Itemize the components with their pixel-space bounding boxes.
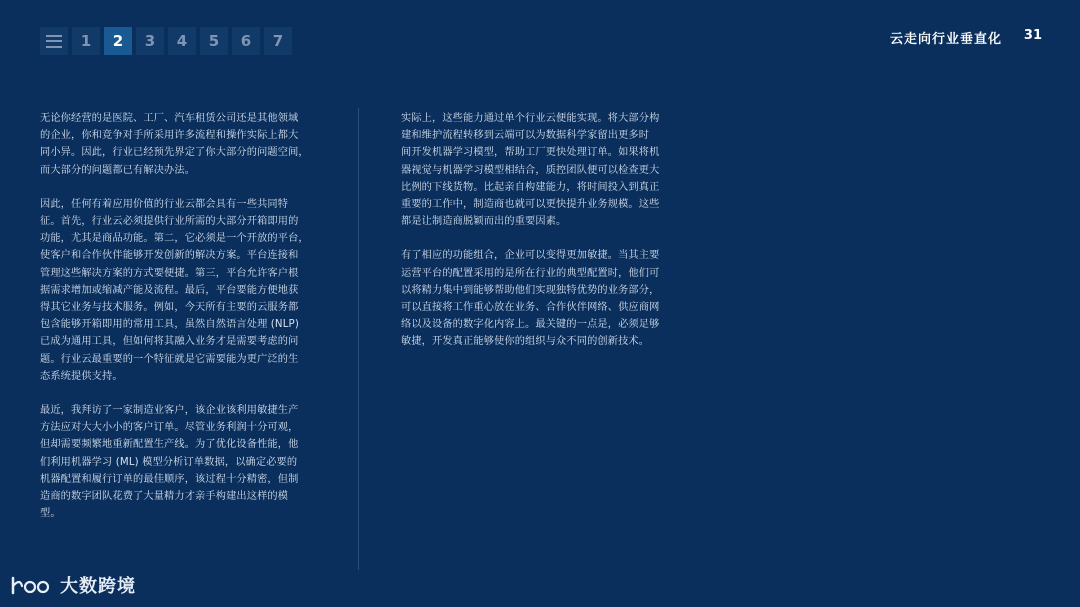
paragraph: 实际上，这些能力通过单个行业云便能实现。将大部分构 建和维护流程转移到云端可以为数据科学家留出更多时 间开发机器学习模型，帮助工厂更快处理订单。如果将机 器视觉与机器学习模型相结合，质控团队便可以检查更大 比例的下线货物。比起亲自构建能力，将时间投入到真正 重要的工作中，制造商也就可以更快提升业务规模。这些 都是让制造商脱颖而出的重要因素。 (401, 113, 660, 228)
nav-page-6[interactable]: 6 (232, 27, 260, 55)
page-nav (40, 27, 292, 55)
nav-page-2[interactable]: 2 (104, 27, 132, 55)
nav-page-4[interactable]: 4 (168, 27, 196, 55)
nav-page-1[interactable]: 1 (72, 27, 100, 55)
menu-icon (46, 35, 62, 48)
watermark-logo (10, 572, 136, 598)
nav-page-7[interactable]: 7 (264, 27, 292, 55)
logo-mark-icon (10, 574, 54, 596)
menu-button[interactable] (40, 27, 68, 55)
nav-page-5[interactable]: 5 (200, 27, 228, 55)
column-divider (358, 108, 359, 570)
nav-page-3[interactable]: 3 (136, 27, 164, 55)
paragraph: 有了相应的功能组合，企业可以变得更加敏捷。当其主要 运营平台的配置采用的是所在行业的典型配置时，他们可 以将精力集中到能够帮助他们实现独特优势的业务部分， 可以直接将工作重心放在业务、合作伙伴网络、供应商网 络以及设备的数字化内容上。最关键的一点是，必须足够 敏捷，开发真正能够使你的组织与众不同的创新技术。 (401, 250, 660, 348)
page-number: 31 (1023, 28, 1042, 43)
logo-text: 大数跨境 (60, 576, 136, 597)
section-title: 云走向行业垂直化 (890, 32, 1003, 47)
left-column (40, 110, 340, 539)
right-column (401, 110, 701, 368)
paragraph: 无论你经营的是医院、工厂、汽车租赁公司还是其他领域 的企业，你和竞争对手所采用许多流程和操作实际上都大 同小异。因此，行业已经预先界定了你大部分的问题空间， 而大部分的问题都已有解决办法。 (40, 113, 309, 176)
paragraph: 最近，我拜访了一家制造业客户，该企业该利用敏捷生产 方法应对大大小小的客户订单。尽管业务利润十分可观， 但却需要频繁地重新配置生产线。为了优化设备性能，他 们利用机器学习 (ML) 模型分析订单数据，以确定必要的 机器配置和履行订单的最佳顺序，该过程十分精密，但制 造商的数字团队花费了大量精力才亲手构建出这样的模 型。 (40, 405, 299, 520)
paragraph: 因此，任何有着应用价值的行业云都会具有一些共同特 征。首先，行业云必须提供行业所需的大部分开箱即用的 功能，尤其是商品功能。第二，它必须是一个开放的平台， 使客户和合作伙伴能够开发创新的解决方案。平台连接和 管理这些解决方案的方式要便捷。第三，平台允许客户根 据需求增加或缩减产能及流程。最后，平台要能方便地获 得其它业务与技术服务。例如，今天所有主要的云服务都 包含能够开箱即用的常用工具，虽然自然语言处理 (NLP) 已成为通用工具，但如何将其融入业务才是需要考虑的问 题。行业云最重要的一个特征就是它需要能为更广泛的生 态系统提供支持。 (40, 198, 309, 382)
